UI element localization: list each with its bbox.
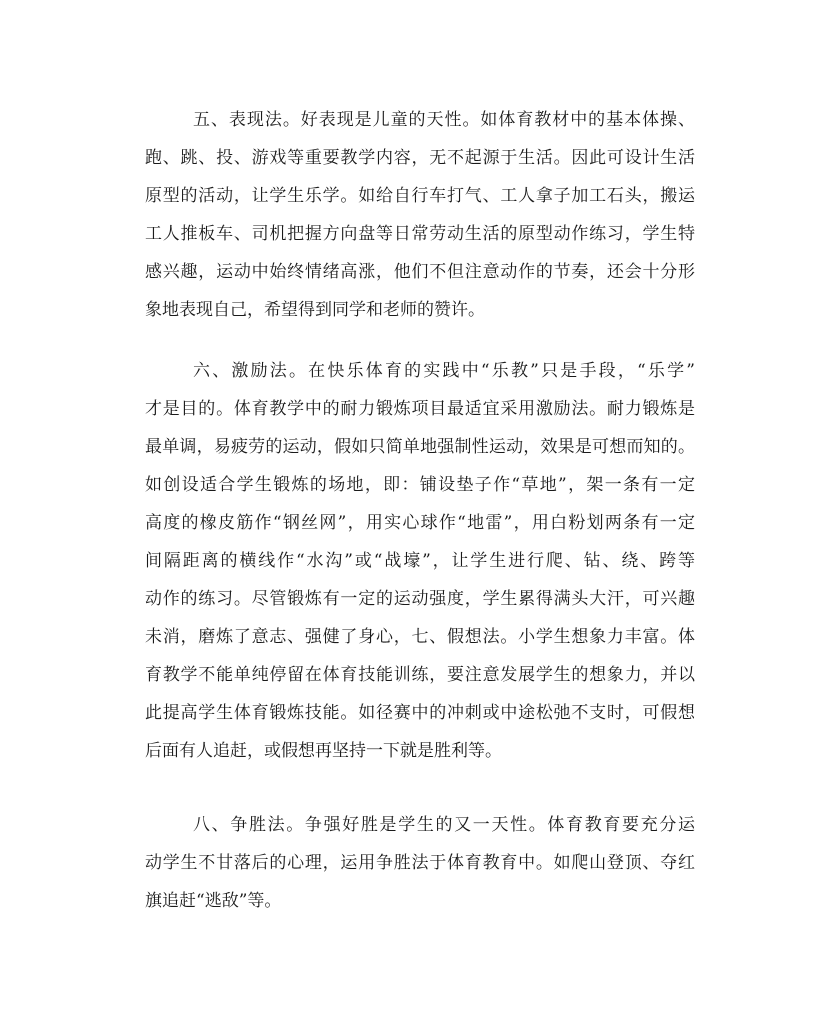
text-line: 如创设适合学生锻炼的场地，即：铺设垫子作“草地”，架一条有一定 (145, 475, 695, 495)
text-line: 动学生不甘落后的心理，运用争胜法于体育教育中。如爬山登顶、夺红 (145, 853, 695, 873)
text-line: 高度的橡皮筋作“钢丝网”，用实心球作“地雷”，用白粉划两条有一定 (145, 513, 695, 533)
text-line: 原型的活动，让学生乐学。如给自行车打气、工人拿子加工石头，搬运 (145, 186, 695, 206)
text-line: 跑、跳、投、游戏等重要教学内容，无不起源于生活。因此可设计生活 (145, 148, 695, 168)
text-line: 动作的练习。尽管锻炼有一定的运动强度，学生累得满头大汗，可兴趣 (145, 589, 695, 609)
text-line: 最单调，易疲劳的运动，假如只简单地强制性运动，效果是可想而知的。 (145, 437, 695, 457)
text-line: 间隔距离的横线作“水沟”或“战壕”，让学生进行爬、钻、绕、跨等 (145, 551, 695, 571)
text-line: 六、激励法。在快乐体育的实践中“乐教”只是手段，“乐学” (193, 361, 695, 381)
text-line: 育教学不能单纯停留在体育技能训练，要注意发展学生的想象力，并以 (145, 665, 695, 685)
text-line: 后面有人追赶，或假想再坚持一下就是胜利等。 (145, 741, 502, 761)
paragraph-method-8-competition (145, 806, 695, 920)
text-line: 象地表现自己，希望得到同学和老师的赞许。 (145, 300, 485, 320)
text-line: 五、表现法。好表现是儿童的天性。如体育教材中的基本体操、 (193, 110, 695, 130)
text-line: 未消，磨炼了意志、强健了身心，七、假想法。小学生想象力丰富。体 (145, 627, 695, 647)
text-line: 八、争胜法。争强好胜是学生的又一天性。体育教育要充分运 (193, 815, 695, 835)
text-line: 此提高学生体育锻炼技能。如径赛中的冲刺或中途松弛不支时，可假想 (145, 703, 695, 723)
paragraph-method-6-motivation (145, 352, 695, 770)
text-line: 感兴趣，运动中始终情绪高涨，他们不但注意动作的节奏，还会十分形 (145, 262, 695, 282)
text-line: 旗追赶“逃敌”等。 (145, 891, 282, 911)
paragraph-method-5-performance (145, 101, 695, 329)
text-line: 才是目的。体育教学中的耐力锻炼项目最适宜采用激励法。耐力锻炼是 (145, 399, 695, 419)
text-line: 工人推板车、司机把握方向盘等日常劳动生活的原型动作练习，学生特 (145, 224, 695, 244)
